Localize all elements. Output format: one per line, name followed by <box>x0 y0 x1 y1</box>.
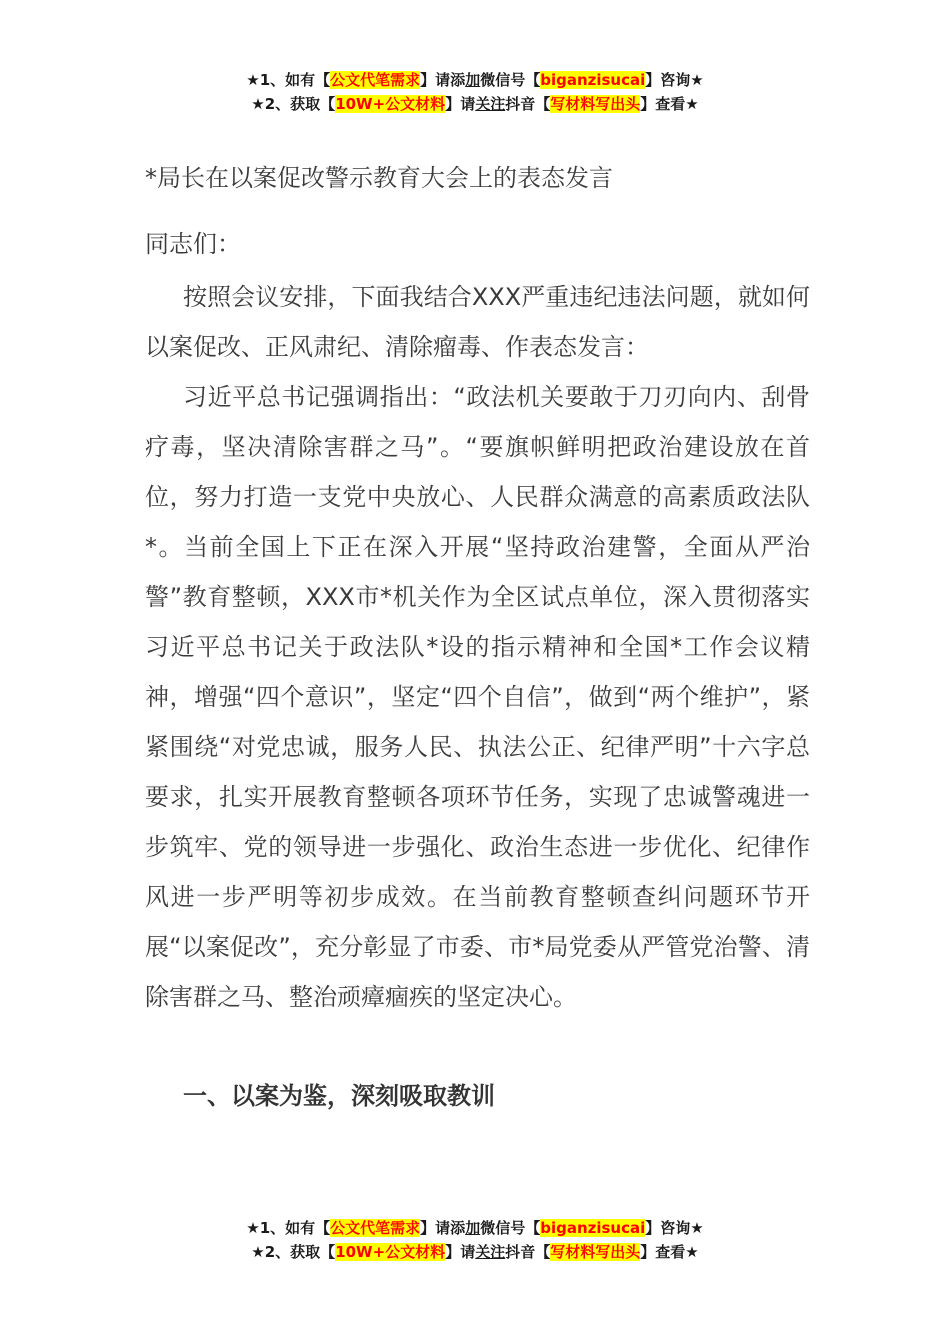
banner-highlight: 公文代笔需求 <box>330 1219 421 1237</box>
paragraph: 习近平总书记强调指出：“政法机关要敢于刀刃向内、刮骨疗毒，坚决清除害群之马”。“要旗帜鲜明把政治建设放在首位，努力打造一支党中央放心、人民群众满意的高素质政法队*。当前全国上下正在深入开展“坚持政治建警，全面从严治警”教育整顿，XXX市*机关作为全区试点单位，深入贯彻落实习近平总书记关于政法队*设的指示精神和全国*工作会议精神，增强“四个意识”，坚定“四个自信”，做到“两个维护”，紧紧围绕“对党忠诚，服务人民、执法公正、纪律严明”十六字总要求，扎实开展教育整顿各项环节任务，实现了忠诚警魂进一步筑牢、党的领导进一步强化、政治生态进一步优化、纪律作风进一步严明等初步成效。在当前教育整顿查纠问题环节开展“以案促改”，充分彰显了市委、市*局党委从严管党治警、清除害群之马、整治顽瘴痼疾的坚定决心。 <box>145 383 810 1011</box>
banner-text: 】咨询★ <box>645 71 704 89</box>
banner-highlight: 写材料写出头 <box>550 95 641 113</box>
banner-text: 】请添 <box>420 71 466 89</box>
banner-text: ★1、如有【 <box>246 71 331 89</box>
banner-highlight: biganzisucai <box>540 71 646 89</box>
banner-text: 】查看★ <box>640 95 699 113</box>
banner-underlined-text: 关注 <box>475 95 506 113</box>
banner-highlight: 10W+公文材料 <box>335 1243 446 1261</box>
banner-text: 】请添 <box>420 1219 466 1237</box>
header-banner-line-1 <box>0 68 950 92</box>
banner-underlined-text: 关注 <box>475 1243 506 1261</box>
header-banner-line-2 <box>0 92 950 116</box>
banner-text: 抖音【 <box>505 95 551 113</box>
banner-highlight: 公文代笔需求 <box>330 71 421 89</box>
banner-text: 抖音【 <box>505 1243 551 1261</box>
banner-text: ★2、获取【 <box>251 95 336 113</box>
banner-text: 微信号【 <box>480 71 541 89</box>
banner-underlined-text: 加 <box>465 71 481 89</box>
footer-banner <box>0 1216 950 1264</box>
banner-underlined-text: 加 <box>465 1219 481 1237</box>
banner-text: ★1、如有【 <box>246 1219 331 1237</box>
banner-highlight: 写材料写出头 <box>550 1243 641 1261</box>
banner-text: 】请 <box>445 95 476 113</box>
banner-text: 】请 <box>445 1243 476 1261</box>
document-title: *局长在以案促改警示教育大会上的表态发言 <box>145 164 613 192</box>
greeting: 同志们： <box>145 230 241 258</box>
banner-text: 】咨询★ <box>645 1219 704 1237</box>
banner-highlight: 10W+公文材料 <box>335 95 446 113</box>
banner-text: 微信号【 <box>480 1219 541 1237</box>
header-banner <box>0 68 950 116</box>
section-heading: 一、以案为鉴，深刻吸取教训 <box>183 1082 495 1110</box>
footer-banner-line-1 <box>0 1216 950 1240</box>
banner-highlight: biganzisucai <box>540 1219 646 1237</box>
banner-text: 】查看★ <box>640 1243 699 1261</box>
paragraph: 按照会议安排，下面我结合XXX严重违纪违法问题，就如何以案促改、正风肃纪、清除瘤毒、作表态发言： <box>145 283 810 361</box>
footer-banner-line-2 <box>0 1240 950 1264</box>
banner-text: ★2、获取【 <box>251 1243 336 1261</box>
